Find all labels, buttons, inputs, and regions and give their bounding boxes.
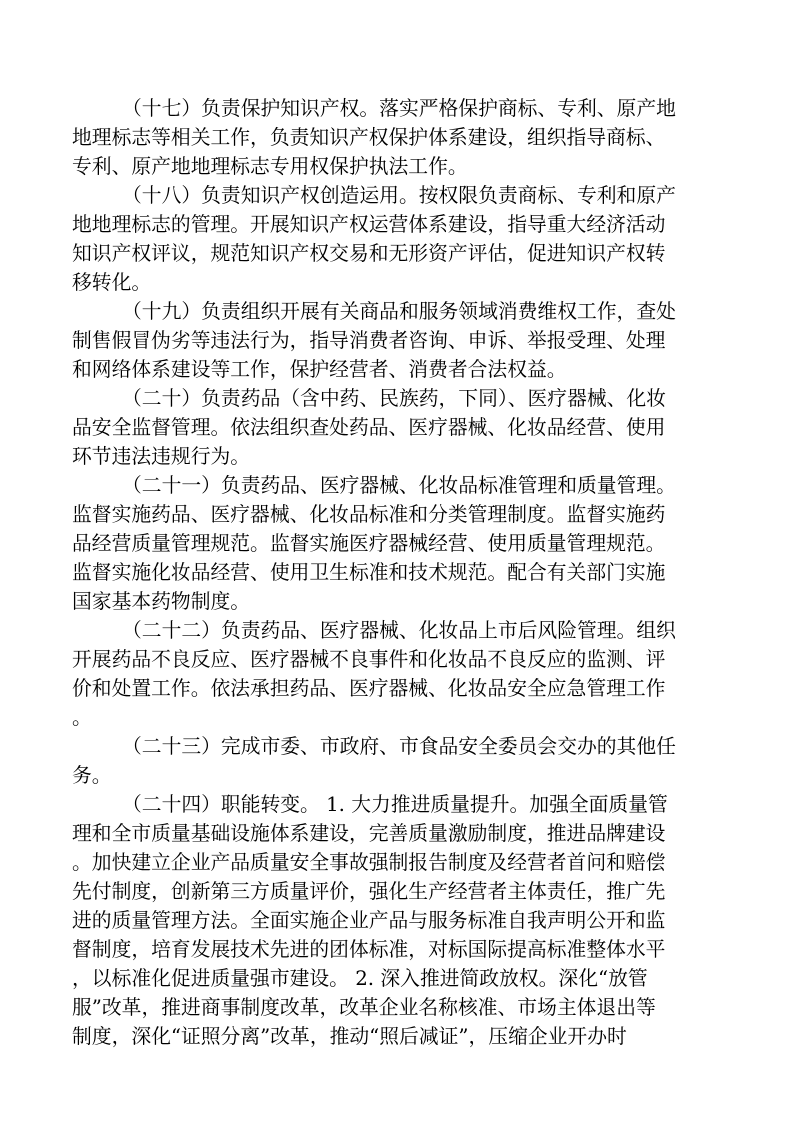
text-line: 监督实施化妆品经营、使用卫生标准和技术规范。配合有关部门实施 <box>72 561 666 584</box>
text-line: （二十二）负责药品、医疗器械、化妆品上市后风险管理。组织 <box>122 619 676 642</box>
text-line: （二十四）职能转变。 1. 大力推进质量提升。加强全面质量管 <box>122 793 668 816</box>
text-line: 制售假冒伪劣等违法行为，指导消费者咨询、申诉、举报受理、处理 <box>72 329 666 352</box>
text-line: 开展药品不良反应、医疗器械不良事件和化妆品不良反应的监测、评 <box>72 648 666 671</box>
text-line: 地理标志等相关工作，负责知识产权保护体系建设，组织指导商标、 <box>72 126 666 149</box>
text-line: 环节违法违规行为。 <box>72 445 251 468</box>
text-line: 。 <box>72 706 92 729</box>
text-line: （十七）负责保护知识产权。落实严格保护商标、专利、原产地 <box>122 97 676 120</box>
text-line: （二十）负责药品（含中药、民族药，下同）、医疗器械、化妆 <box>122 387 666 410</box>
text-line: 先付制度，创新第三方质量评价，强化生产经营者主体责任，推广先 <box>72 880 666 903</box>
text-line: （十八）负责知识产权创造运用。按权限负责商标、专利和原产 <box>122 184 676 207</box>
text-line: 服”改革，推进商事制度改革，改革企业名称核准、市场主体退出等 <box>72 996 656 1019</box>
text-line: 品经营质量管理规范。监督实施医疗器械经营、使用质量管理规范。 <box>72 532 666 555</box>
text-line: 价和处置工作。依法承担药品、医疗器械、化妆品安全应急管理工作 <box>72 677 666 700</box>
text-line: 监督实施药品、医疗器械、化妆品标准和分类管理制度。监督实施药 <box>72 503 666 526</box>
text-line: （二十一）负责药品、医疗器械、化妆品标准管理和质量管理。 <box>122 474 676 497</box>
text-line: 进的质量管理方法。全面实施企业产品与服务标准自我声明公开和监 <box>72 909 666 932</box>
text-line: 品安全监督管理。依法组织查处药品、医疗器械、化妆品经营、使用 <box>72 416 666 439</box>
text-line: 和网络体系建设等工作，保护经营者、消费者合法权益。 <box>72 358 567 381</box>
text-line: 务。 <box>72 764 112 787</box>
text-line: 理和全市质量基础设施体系建设，完善质量激励制度，推进品牌建设 <box>72 822 666 845</box>
text-line: 国家基本药物制度。 <box>72 590 251 613</box>
text-line: 督制度，培育发展技术先进的团体标准，对标国际提高标准整体水平 <box>72 938 666 961</box>
text-line: 制度，深化“证照分离”改革，推动“照后减证”，压缩企业开办时 <box>72 1025 627 1048</box>
text-line: （二十三）完成市委、市政府、市食品安全委员会交办的其他任 <box>122 735 676 758</box>
text-line: 知识产权评议，规范知识产权交易和无形资产评估，促进知识产权转 <box>72 242 666 265</box>
text-line: （十九）负责组织开展有关商品和服务领域消费维权工作，查处 <box>122 300 676 323</box>
text-line: ，以标准化促进质量强市建设。 2. 深入推进简政放权。深化“放管 <box>72 967 648 990</box>
text-line: 。加快建立企业产品质量安全事故强制报告制度及经营者首问和赔偿 <box>72 851 666 874</box>
text-line: 专利、原产地地理标志专用权保护执法工作。 <box>72 155 468 178</box>
text-line: 移转化。 <box>72 271 152 294</box>
text-line: 地地理标志的管理。开展知识产权运营体系建设，指导重大经济活动 <box>72 213 666 236</box>
